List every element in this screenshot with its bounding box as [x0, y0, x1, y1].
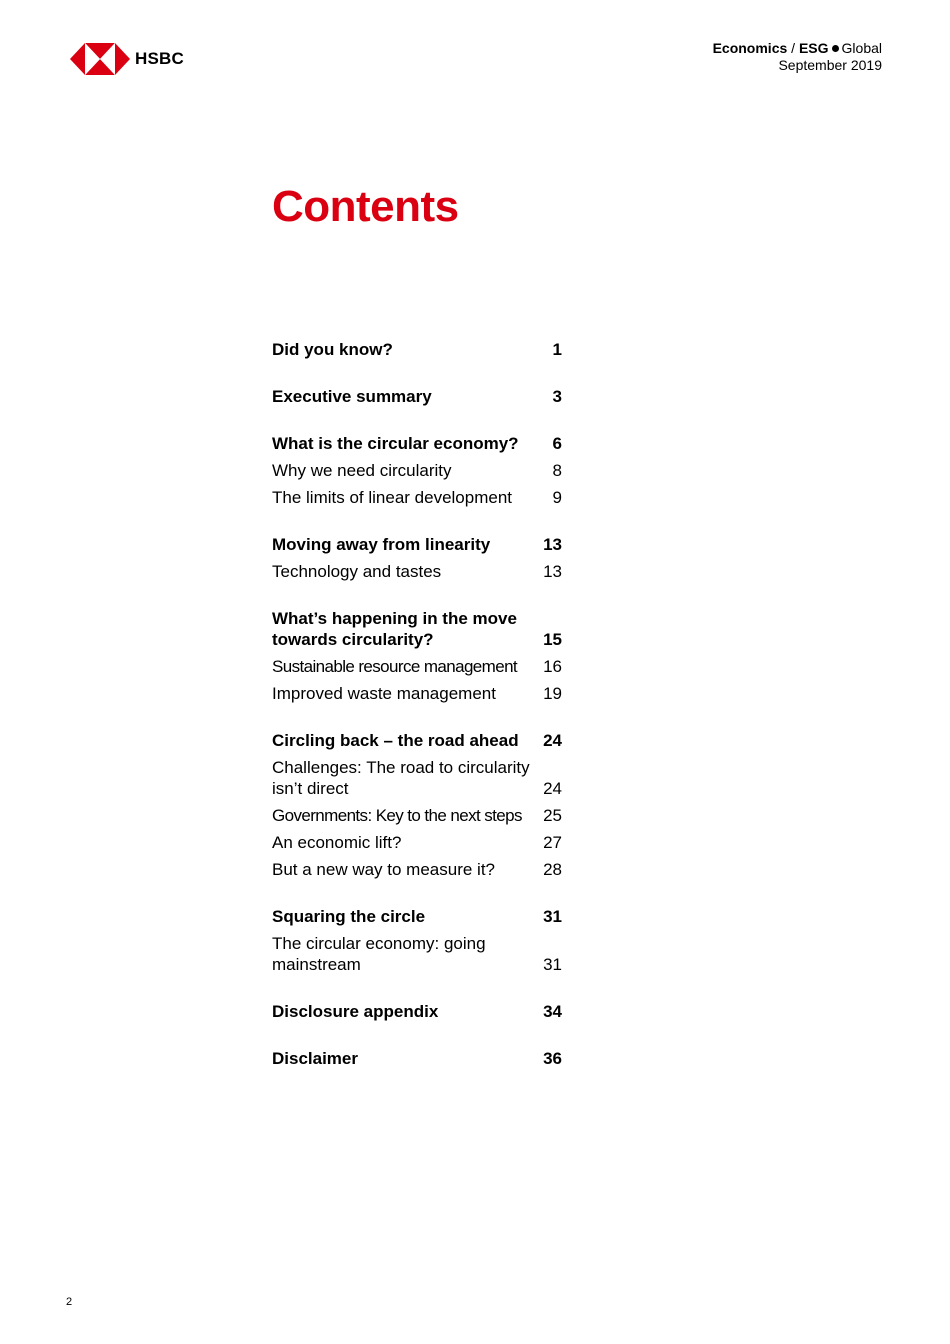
toc-subitem-title: The limits of linear development	[272, 488, 513, 507]
toc-heading[interactable]	[272, 730, 562, 751]
toc-page-number: 13	[543, 562, 562, 581]
toc-page-number: 9	[552, 488, 562, 507]
toc-subitem[interactable]	[272, 757, 562, 799]
toc-section	[272, 608, 562, 704]
toc-section	[272, 906, 562, 975]
bullet-dot-icon	[832, 45, 839, 52]
toc-subitem-title: Governments: Key to the next steps	[272, 806, 522, 825]
toc-page-number: 31	[543, 907, 562, 926]
toc-subitem-title: The circular economy: going mainstream	[272, 934, 486, 974]
toc-page-number: 24	[543, 731, 562, 750]
toc-subitem[interactable]	[272, 561, 562, 582]
toc-page-number: 13	[543, 535, 562, 554]
toc-heading-title: Did you know?	[272, 340, 393, 359]
toc-subitem-title: Improved waste management	[272, 684, 496, 703]
toc-section	[272, 339, 562, 360]
toc-heading[interactable]	[272, 1048, 562, 1069]
toc-heading-title: Disclosure appendix	[272, 1002, 439, 1021]
toc-heading-title: Squaring the circle	[272, 907, 426, 926]
toc-subitem[interactable]	[272, 460, 562, 481]
toc-heading-title: Executive summary	[272, 387, 432, 406]
toc-subitem[interactable]	[272, 683, 562, 704]
toc-subitem-title: Challenges: The road to circularity isn’t direct	[272, 758, 530, 798]
toc-section	[272, 730, 562, 880]
toc-page-number: 1	[552, 340, 562, 359]
toc-heading-title: What is the circular economy?	[272, 434, 519, 453]
page-title: Contents	[272, 182, 459, 231]
toc-page-number: 28	[543, 860, 562, 879]
category-separator: /	[787, 40, 799, 56]
hsbc-hexagon-icon	[70, 43, 130, 75]
toc-subitem[interactable]	[272, 933, 562, 975]
region: Global	[841, 40, 882, 56]
toc-page-number: 6	[552, 434, 562, 453]
toc-heading-title: Moving away from linearity	[272, 535, 491, 554]
toc-heading[interactable]	[272, 534, 562, 555]
toc-subitem[interactable]	[272, 832, 562, 853]
toc-heading[interactable]	[272, 906, 562, 927]
report-header	[713, 40, 882, 74]
toc-page-number: 16	[543, 657, 562, 676]
toc-page-number: 8	[552, 461, 562, 480]
toc-subitem-title: But a new way to measure it?	[272, 860, 496, 879]
toc-subitem-title: Technology and tastes	[272, 562, 442, 581]
toc-heading[interactable]	[272, 339, 562, 360]
toc-heading[interactable]	[272, 608, 562, 650]
toc-subitem[interactable]	[272, 487, 562, 508]
toc-subitem[interactable]	[272, 859, 562, 880]
page-number: 2	[66, 1296, 73, 1308]
toc-heading[interactable]	[272, 433, 562, 454]
toc-heading[interactable]	[272, 1001, 562, 1022]
toc-heading-title: What’s happening in the move towards circularity?	[272, 609, 517, 649]
toc-page-number: 25	[543, 806, 562, 825]
toc-section	[272, 1048, 562, 1069]
category-economics: Economics	[712, 40, 788, 56]
report-date: September 2019	[778, 57, 882, 73]
toc-section	[272, 433, 562, 508]
table-of-contents	[272, 339, 562, 1095]
toc-heading-title: Circling back – the road ahead	[272, 731, 519, 750]
toc-page-number: 3	[552, 387, 562, 406]
hsbc-logo	[70, 43, 184, 75]
toc-subitem[interactable]	[272, 656, 562, 677]
toc-page-number: 36	[543, 1049, 562, 1068]
toc-section	[272, 534, 562, 582]
toc-subitem-title: Sustainable resource management	[272, 657, 518, 676]
toc-page-number: 34	[543, 1002, 562, 1021]
toc-section	[272, 1001, 562, 1022]
toc-page-number: 19	[543, 684, 562, 703]
toc-page-number: 15	[543, 630, 562, 649]
toc-page-number: 24	[543, 779, 562, 798]
toc-section	[272, 386, 562, 407]
report-category	[713, 40, 882, 57]
brand-name: HSBC	[135, 49, 184, 68]
toc-page-number: 27	[543, 833, 562, 852]
toc-subitem-title: Why we need circularity	[272, 461, 452, 480]
category-esg: ESG	[798, 40, 829, 56]
toc-page-number: 31	[543, 955, 562, 974]
toc-subitem[interactable]	[272, 805, 562, 826]
toc-heading[interactable]	[272, 386, 562, 407]
toc-heading-title: Disclaimer	[272, 1049, 358, 1068]
toc-subitem-title: An economic lift?	[272, 833, 402, 852]
